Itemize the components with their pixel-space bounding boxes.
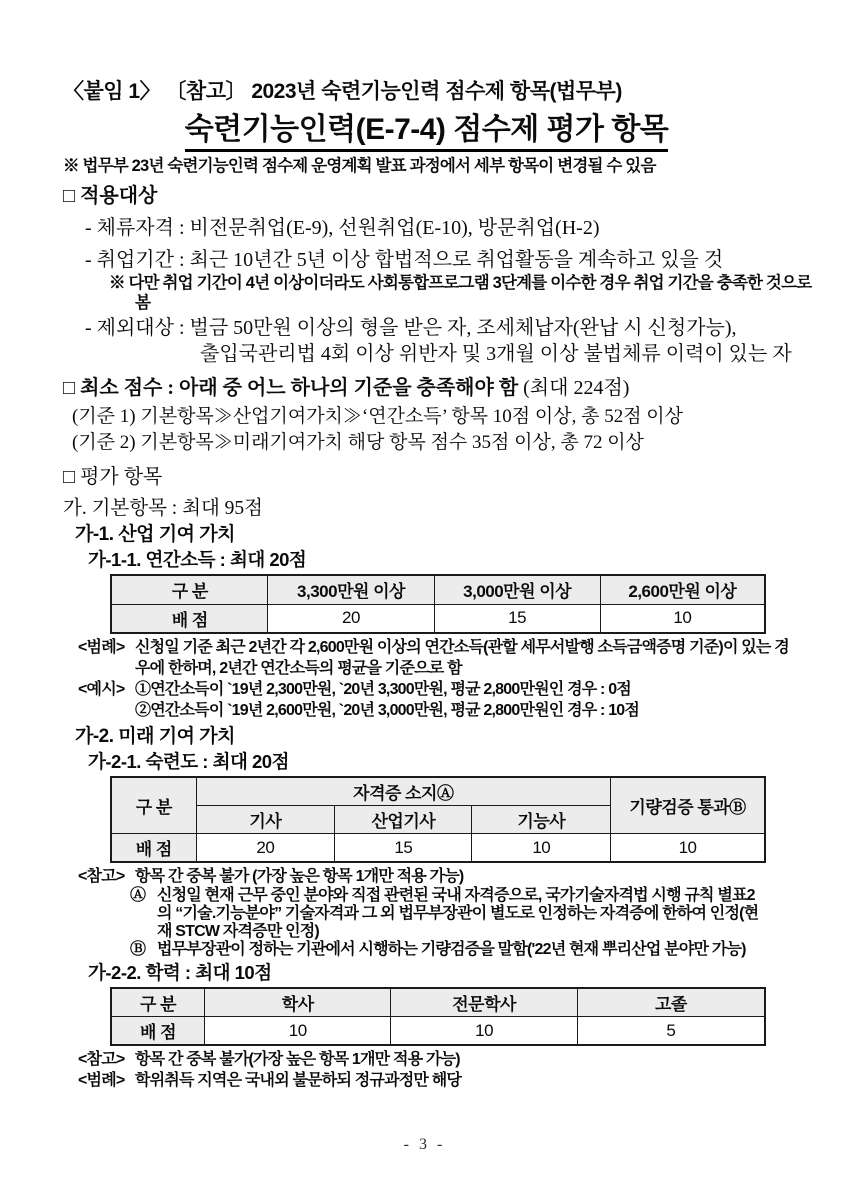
skill-footnote-b xyxy=(130,941,790,959)
income-example-label: <예시> xyxy=(78,681,125,698)
income-legend-label: <범례> xyxy=(78,639,125,656)
skill-cert-level-industrial: 산업기사 xyxy=(335,806,472,834)
skill-cert-level-engineer: 기사 xyxy=(196,806,335,834)
skill-note xyxy=(78,866,790,887)
skill-footnote-b-mark: Ⓑ xyxy=(130,941,146,958)
future-contribution-heading: 가-2. 미래 기여 가치 xyxy=(75,726,235,747)
education-legend-label: <범례> xyxy=(78,1072,125,1089)
eligibility-period-note: ※ 다만 취업 기간이 4년 이상이더라도 사회통합프로그램 3단계를 이수한 경우 취업 기간을 충족한 것으로 봄 xyxy=(109,274,812,312)
annual-income-points-row xyxy=(111,604,765,633)
skill-level-table xyxy=(110,776,766,863)
skill-verify-header: 기량검증 통과Ⓑ xyxy=(611,777,765,834)
skill-points-label: 배 점 xyxy=(111,834,196,863)
skill-footnote-a-text: 신청일 현재 근무 중인 분야와 직접 관련된 국내 자격증으로, 국가기술자격법 시행 규칙 별표2의 “기술.기능분야” 기술자격과 그 외 법무부장관이 별도로 인정하는 자격증에 한하여 인정(현재 STCW 자격증만 인정) xyxy=(157,887,759,940)
income-example xyxy=(78,679,790,721)
skill-points-industrial: 15 xyxy=(335,834,472,863)
skill-note-text: 항목 간 중복 불가 (가장 높은 항목 1개만 적용 가능) xyxy=(135,868,464,885)
minimum-criterion-1: (기준 1) 기본항목≫산업기여가치≫‘연간소득’ 항목 10점 이상, 총 52점 이상 xyxy=(72,406,683,427)
education-col-bachelor: 학사 xyxy=(205,988,391,1017)
education-points-bachelor: 10 xyxy=(205,1017,391,1046)
skill-points-verify: 10 xyxy=(611,834,765,863)
annual-income-heading: 가-1-1. 연간소득 : 최대 20점 xyxy=(88,549,307,570)
eligibility-period-item: - 취업기간 : 최근 10년간 5년 이상 합법적으로 취업활동을 계속하고 있을 것 xyxy=(85,249,724,271)
disclaimer-note: ※ 법무부 23년 숙련기능인력 점수제 운영계획 발표 과정에서 세부 항목이 변경될 수 있음 xyxy=(63,157,656,175)
annual-income-header-row xyxy=(111,575,765,604)
education-legend xyxy=(78,1070,790,1091)
section-heading-evaluation-items: □ 평가 항목 xyxy=(63,466,163,488)
page-title: 숙련기능인력(E-7-4) 점수제 평가 항목 xyxy=(185,112,669,152)
main-title-row xyxy=(63,112,790,152)
minimum-score-max-points: (최대 224점) xyxy=(523,377,630,399)
skill-cert-group-header: 자격증 소지Ⓐ xyxy=(196,777,611,806)
income-legend xyxy=(78,637,790,679)
income-legend-text: 신청일 기준 최근 2년간 각 2,600만원 이상의 연간소득(관할 세무서발행 소득금액증명 기준)이 있는 경우에 한하며, 2년간 연간소득의 평균을 기준으로 함 xyxy=(135,639,789,677)
skill-cert-level-craftsman: 기능사 xyxy=(472,806,611,834)
skill-points-engineer: 20 xyxy=(196,834,335,863)
skill-col-category: 구 분 xyxy=(111,777,196,834)
skill-footnote-a-mark: Ⓐ xyxy=(130,887,146,904)
skill-footnote-b-text: 법무부장관이 정하는 기관에서 시행하는 기량검증을 말함('22년 현재 뿌리산업 분야만 가능) xyxy=(157,941,746,958)
education-note-text: 항목 간 중복 불가(가장 높은 항목 1개만 적용 가능) xyxy=(135,1051,460,1068)
income-example-line2: ②연간소득이 `19년 2,600만원, `20년 3,000만원, 평균 2,800만원인 경우 : 10점 xyxy=(135,702,640,719)
eligibility-exclusion-line1: - 제외대상 : 벌금 50만원 이상의 형을 받은 자, 조세체납자(완납 시 신청가능), xyxy=(85,317,737,339)
document-content xyxy=(63,78,812,1091)
education-col-associate: 전문학사 xyxy=(391,988,577,1017)
annual-income-points-label: 배 점 xyxy=(111,604,268,633)
education-col-category: 구 분 xyxy=(111,988,205,1017)
skill-footnote-a xyxy=(130,887,790,941)
education-points-row xyxy=(111,1017,765,1046)
skill-points-craftsman: 10 xyxy=(472,834,611,863)
education-points-associate: 10 xyxy=(391,1017,577,1046)
annual-income-points-tier3: 10 xyxy=(600,604,765,633)
annual-income-col-tier2: 3,000만원 이상 xyxy=(434,575,600,604)
annual-income-points-tier2: 15 xyxy=(434,604,600,633)
annual-income-col-tier3: 2,600만원 이상 xyxy=(600,575,765,604)
income-example-line1: ①연간소득이 `19년 2,300만원, `20년 3,300만원, 평균 2,800만원인 경우 : 0점 xyxy=(135,681,631,698)
industry-contribution-heading: 가-1. 산업 기여 가치 xyxy=(75,524,235,545)
education-points-highschool: 5 xyxy=(577,1017,765,1046)
section-heading-eligibility: □ 적용대상 xyxy=(63,185,158,207)
attachment-heading: 〈붙임 1〉 〔참고〕 2023년 숙련기능인력 점수제 항목(법무부) xyxy=(63,80,622,103)
annual-income-col-category: 구 분 xyxy=(111,575,268,604)
eligibility-exclusion-line2: 출입국관리법 4회 이상 위반자 및 3개월 이상 불법체류 이력이 있는 자 xyxy=(200,343,792,365)
education-note-label: <참고> xyxy=(78,1051,125,1068)
education-points-label: 배 점 xyxy=(111,1017,205,1046)
education-table xyxy=(110,987,766,1046)
income-example-body xyxy=(135,679,790,721)
annual-income-table xyxy=(110,574,766,634)
skill-level-heading: 가-2-1. 숙련도 : 최대 20점 xyxy=(88,751,289,772)
minimum-score-heading-text: □ 최소 점수 : 아래 중 어느 하나의 기준을 충족해야 함 xyxy=(63,377,519,399)
section-heading-minimum-score xyxy=(63,375,790,401)
basic-items-heading: 가. 기본항목 : 최대 95점 xyxy=(63,498,263,519)
education-note xyxy=(78,1049,790,1070)
minimum-criterion-2: (기준 2) 기본항목≫미래기여가치 해당 항목 점수 35점 이상, 총 72 이상 xyxy=(72,432,644,453)
annual-income-points-tier1: 20 xyxy=(268,604,434,633)
eligibility-residence-item: - 체류자격 : 비전문취업(E-9), 선원취업(E-10), 방문취업(H-2) xyxy=(85,217,600,239)
skill-note-label: <참고> xyxy=(78,868,125,885)
skill-points-row xyxy=(111,834,765,863)
skill-header-row1 xyxy=(111,777,765,806)
education-heading: 가-2-2. 학력 : 최대 10점 xyxy=(88,962,272,983)
annual-income-col-tier1: 3,300만원 이상 xyxy=(268,575,434,604)
education-legend-text: 학위취득 지역은 국내외 불문하되 정규과정만 해당 xyxy=(135,1072,462,1089)
education-header-row xyxy=(111,988,765,1017)
education-col-highschool: 고졸 xyxy=(577,988,765,1017)
page-number: - 3 - xyxy=(403,1136,446,1153)
